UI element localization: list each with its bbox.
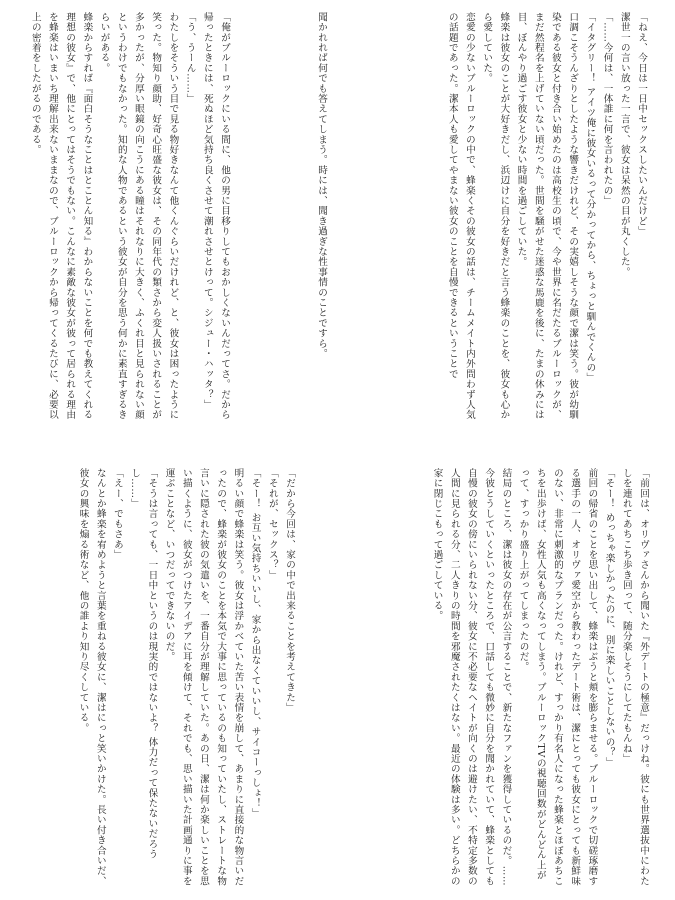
paragraph: 結局のところ、潔は彼女の存在が公言することで、新たなファンを獲得しているのだ。……今彼とうしていくといったところで、口話しても微妙に自分を聞かれていて、蜂楽としても自慢の彼女の傍にいられない分、彼女に不必要なヘイトが向くのは避けたい、不特定多数の人間に見られる分、二人きりの時間を邪魔されたくはない。最近の体験は多い。どちらかの家に閉じこもって過ごしている。 bbox=[431, 468, 512, 887]
paragraph: 聞かれれば何でも答えてしまう。時には、聞き過ぎな性事情のことですら。 bbox=[316, 12, 327, 359]
paragraph: 口調こそうんざりとしたような響きだけれど、その実嬉しそうな顔で潔は笑う。彼が幼馴染である彼女と付き合い始めたのは高校生の頃で、今や世界に名だたるブルーロックが、まだ然程名を上げていない頃だった。世間を騒がせた迷惑な馬鹿を後に、たまの休みには目、ぼんやり過ごす彼女と少ない時間を過ごしていた。 bbox=[515, 12, 579, 420]
paragraph: 「前回は、オリヴァさんから聞いた『外デートの極意』だっけね。彼にも世界選抜中にわたしを連れてあちこち歩き回って、随分楽しそうにしてたもんね」 bbox=[620, 468, 649, 887]
paragraph: 「ねえ、今日は一日中セックスしたいんだけど」 bbox=[636, 12, 647, 237]
paragraph: 「イタグリー！ アイツ俺に彼女いるって分かってから、ちょっと馴んでくんの」 bbox=[584, 12, 596, 383]
paragraph: 「そうは言っても、一日中というのは現実的ではないよ？ 体力だって保たないだろうし……」 bbox=[129, 468, 158, 860]
vertical-text-block bbox=[25, 12, 233, 422]
paragraph: 蜂楽からすれば『面白そうなことはとことん知る』わからないことを何でも教えてくれる理想の彼女』で、他にとってはそうでもない。こんなに素敵な彼女が彼って居られる理由を蜂楽はいまいち理解出来ないままなので、ブルーロックから帰ってくるたびに、必要以上の密着をしたがるのである。 bbox=[29, 12, 93, 420]
paragraph: 潔世一の言い放った一言で、彼女は呆然の目が丸くした。 bbox=[618, 12, 630, 278]
page-top-left bbox=[25, 12, 233, 422]
paragraph: 蜂楽は彼女のことが大好きだし、浜辺けに自分を好きだと言う蜂楽のことを、彼女も心から愛していた。 bbox=[481, 12, 510, 420]
paragraph: 「えー、でもさあ」 bbox=[111, 468, 123, 560]
paragraph: 恋愛の少ないブルーロックの中で、蜂楽くその彼女の話は、チームメイト内外問わず人気の話題であった。潔本人も愛してやまない彼女のことを自慢できるということで bbox=[446, 12, 475, 420]
vertical-text-block bbox=[382, 12, 650, 422]
vertical-text-block bbox=[382, 468, 652, 888]
paragraph: 「……今何は、一体誰に何を言われたの」 bbox=[601, 12, 613, 206]
paragraph: わたしをそういう目で見る物好きなんて他くんぐらいだけれど、と、彼女は困ったように笑った。物知り顔助、好奇心旺盛な彼女は、その同年代の類さから変人扱いされることが多かったが、分厚い眼鏡の向こうにある瞳はそれなりに大きく、ふくれ目と見られない顔というわけでもなかった。知的な人物であるという彼女が自分を思う何かに素直すぎるきらいがある。 bbox=[98, 12, 179, 420]
paragraph: 「それが、セックス？」 bbox=[266, 468, 278, 581]
paragraph: なんとか蜂楽を宥めようと言葉を重ねる彼女に、潔はにっと笑いかけた。長い付き合いだ、彼女の興味を煽る術など、他の誰より知り尽くしている。 bbox=[77, 468, 106, 887]
paragraph: 前回の帰省のことを思い出して、蜂楽はぶうと頬を膨らませる。ブルーロックで切磋琢磨する選手の一人、オリヴァ愛空から教わったデート術は、潔にとっても彼女にとっても新鮮味のない、非常に刺激的なプランだった。けれど、すっかり有名人になった蜂楽とほぼあちこちを出歩けば、女性人気も高くなってしまう。ブルーロックTVの視聴回数がどんどん上がって、すっかり盛り上がってしまったのだ。 bbox=[517, 468, 598, 887]
vertical-text-block bbox=[28, 468, 298, 888]
paragraph: 「そー！ めっちゃ楽しかったのに、別に楽しいことしないの？」 bbox=[603, 468, 615, 768]
paragraph: 「だから今回は、家の中で出来ることを考えてきた」 bbox=[284, 468, 295, 713]
paragraph: 「俺がブルーロックにいる間に、他の男に目移りしてもおかしくないんだってさ。だから帰ったときには、死ぬほど気持ち良くさせて潮れさせとけって。シジュー・ハッタ？」 bbox=[201, 12, 230, 420]
page-top-right bbox=[382, 12, 650, 422]
paragraph: 明るい顔で蜂楽は笑う。彼女は浮かべていた苦い表情を崩して、あまりに直接的な物言いだったので、蜂楽が彼女のことを本気で大事に思っているのも知っていたし、ストレートな物言いに隠された彼の気遣いを、一番自分が理解していた。あの日、潔は何か楽しいことを思い描くように、彼女がつけたアイデアに耳を傾けて、それでも、思い描いた計画通りに事を運ぶことなど、いつだってできないのだ。 bbox=[163, 468, 244, 887]
page-bottom-left bbox=[28, 468, 298, 888]
page-top-left-head bbox=[238, 12, 330, 422]
vertical-text-block bbox=[238, 12, 330, 422]
page-bottom-right bbox=[382, 468, 652, 888]
paragraph: 「う、うーん……」 bbox=[184, 12, 196, 104]
paragraph: 「そー！ お互い気持ちいいし、家から出なくていいし、サイコーっしょ！」 bbox=[249, 468, 261, 819]
